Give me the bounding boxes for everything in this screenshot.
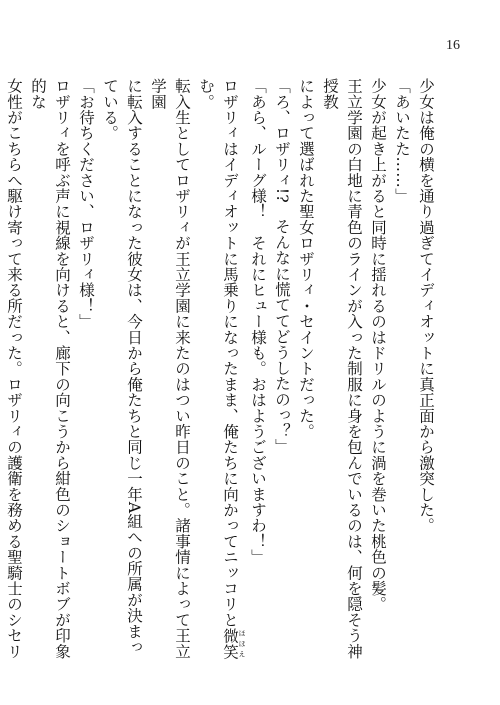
text-line-2: 「あいたた……」	[393, 78, 411, 204]
text-line-6: 「ろ、ロザリィ!? そんなに慌ててどうしたのっ？」	[273, 78, 291, 455]
text-line-8-main: ロザリィはイディオットに馬乗りになったまま、俺たちに向かってニッコリと	[221, 78, 239, 628]
text-line-10: に転入することになった彼女は、今日から俺たちと同じ一年A組への所属が決まっている。	[101, 78, 143, 655]
vertical-text-body	[5, 78, 438, 663]
text-line-11: 「お待ちください、ロザリィ様！」	[77, 78, 95, 330]
text-line-1: 少女は俺の横を通り過ぎてイディオットに真正面から激突した。	[417, 78, 435, 534]
text-line-12: ロザリィを呼ぶ声に視線を向けると、廊下の向こうから紺色のショートボブが印象的な	[29, 78, 71, 659]
text-line-4: 王立学園の白地に青色のラインが入った制服に身を包んでいるのは、何を隠そう神授教	[321, 78, 363, 659]
text-line-9: 転入生としてロザリィが王立学園に来たのはつい昨日のこと。諸事情によって王立学園	[149, 78, 191, 659]
text-line-8	[194, 78, 246, 663]
text-line-3: 少女が起き上がると同時に揺れるのはドリルのように渦を巻いた桃色の髪。	[369, 78, 387, 612]
text-line-7: 「あら、ルーグ様！ それにヒュー様も。おはようございますわ！」	[249, 78, 267, 565]
text-line-13: 女性がこちらへ駆け寄って来る所だった。ロザリィの護衛を務める聖騎士のシセリ	[5, 78, 23, 659]
page-number: 16	[446, 38, 460, 53]
text-line-5: によって選ばれた聖女ロザリィ・セイントだった。	[297, 78, 315, 440]
ruby-text: ほほえ	[238, 627, 246, 659]
ruby-base: 微笑 ほほえ	[221, 627, 246, 659]
text-line-8-tail: む。	[197, 78, 215, 110]
ruby-word	[221, 627, 246, 659]
